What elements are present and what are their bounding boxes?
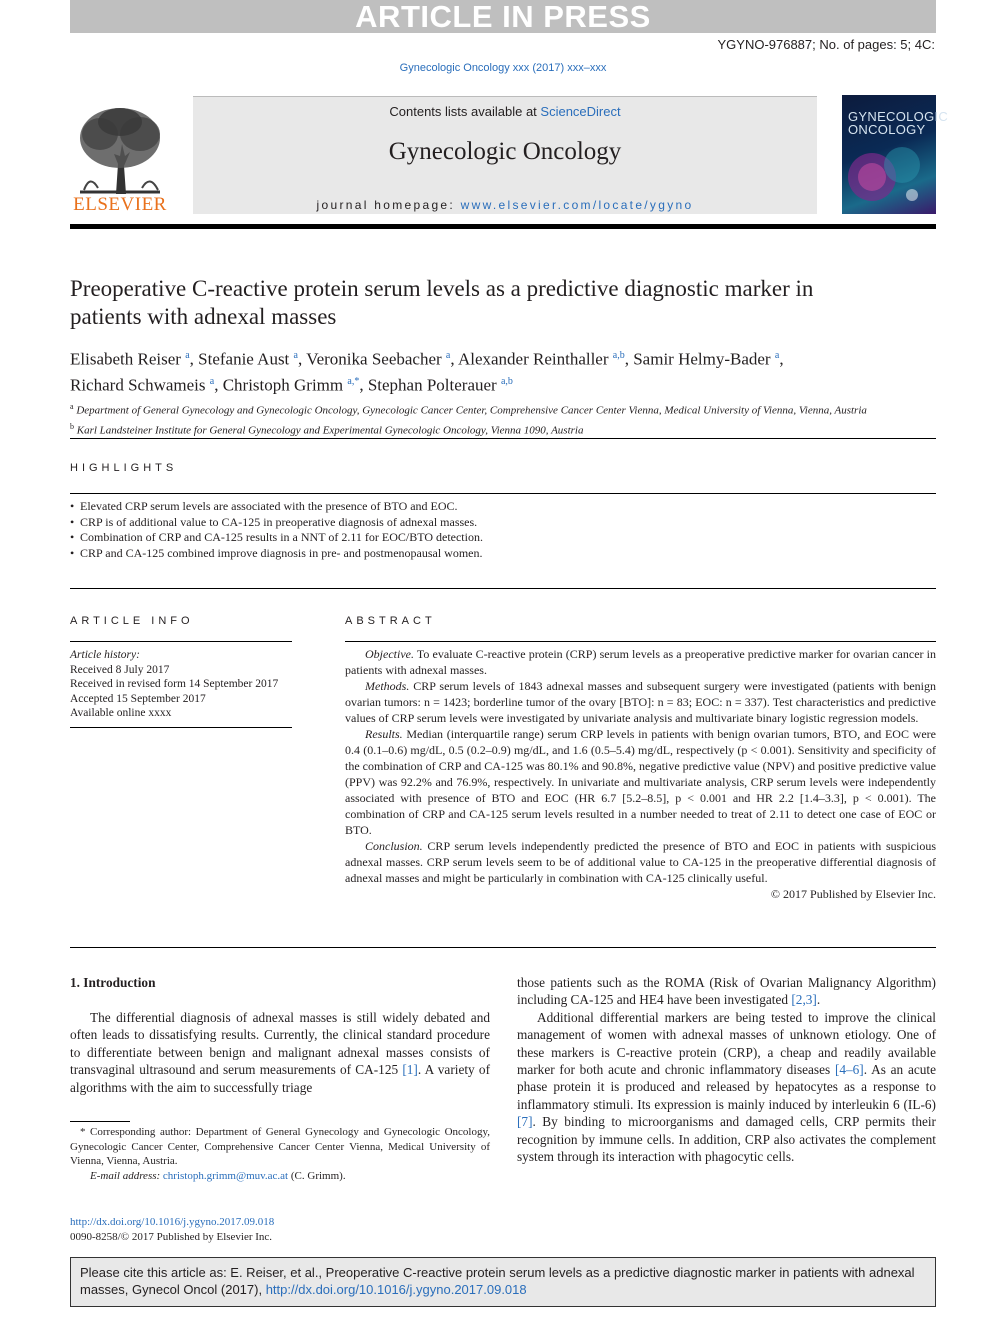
text-run: . A variety of algorithms with the aim to successfully triage xyxy=(70,1062,490,1095)
reference-link[interactable]: [4–6] xyxy=(834,1062,864,1078)
divider xyxy=(70,588,936,589)
affiliation-key: b xyxy=(70,421,74,431)
issn-line: 0090-8258/© 2017 Published by Elsevier Inc. xyxy=(70,1230,273,1243)
conclusion-text: CRP serum levels independently predicted the presence of BTO and EOC in patients with suspicious adnexal masses. CRP serum levels seem to be of additional value to CA-125 in the preoperative differential diagnosis of adnexal masses and might be particularly in combination with CA-125 clinically useful. xyxy=(345,839,936,885)
intro-paragraph-2 xyxy=(517,1009,936,1166)
author-name[interactable]: Alexander Reinthaller xyxy=(457,349,609,369)
divider xyxy=(345,641,936,642)
abstract-body xyxy=(345,646,936,902)
highlights-heading: HIGHLIGHTS xyxy=(70,462,178,474)
highlight-item: • Elevated CRP serum levels are associated with the presence of BTO and EOC. xyxy=(70,499,936,515)
affiliations xyxy=(70,399,940,438)
history-label: Article history: xyxy=(70,649,140,661)
author-affiliation-marker[interactable]: a,b xyxy=(500,375,513,387)
affiliation-line xyxy=(70,399,940,419)
online-date: Available online xxxx xyxy=(70,707,172,719)
affiliation-key: a xyxy=(70,402,74,411)
abstract-methods xyxy=(345,678,936,726)
abstract-heading: ABSTRACT xyxy=(345,615,436,627)
text-run: The differential diagnosis of adnexal masses is still widely debated and often leads to dissatisfying results. Currently, the clinical standard procedure to differentiate between benign and malignant adnexal masses consists of transvaginal ultrasound and serum measurements of CA-125 xyxy=(70,1010,490,1078)
author-list xyxy=(70,345,940,396)
author-name[interactable]: Veronika Seebacher xyxy=(306,349,442,369)
article-info-heading: ARTICLE INFO xyxy=(70,615,194,627)
email-link[interactable]: christoph.grimm@muv.ac.at xyxy=(162,1169,289,1182)
author-affiliation-marker[interactable]: a,b xyxy=(612,350,625,361)
accepted-date: Accepted 15 September 2017 xyxy=(70,692,206,705)
contents-line xyxy=(193,104,817,119)
divider xyxy=(70,438,936,439)
author-name[interactable]: Samir Helmy-Bader xyxy=(633,349,771,369)
reference-link[interactable]: [1] xyxy=(402,1062,418,1078)
journal-homepage-link[interactable]: www.elsevier.com/locate/ygyno xyxy=(460,198,694,212)
copyright: © 2017 Published by Elsevier Inc. xyxy=(770,887,936,901)
text-run: . As an acute phase protein it is produced and released by hepatocytes as a response to inflammatory stimuli. Its expression is mainly induced by interleukin 6 (IL-6) xyxy=(517,1062,936,1112)
text-run: . By binding to microorganisms and damaged cells, CRP permits their recognition by immune cells. In addition, CRP also activates the complement system through its interaction with phagocytic cells. xyxy=(517,1114,936,1165)
elsevier-wordmark[interactable]: ELSEVIER xyxy=(73,194,167,215)
text-run: . xyxy=(816,992,821,1008)
author-affiliation-marker[interactable]: a xyxy=(774,350,780,361)
homepage-prefix: journal homepage: xyxy=(316,198,461,212)
author-separator: , xyxy=(359,375,368,395)
intro-paragraph-1 xyxy=(70,1009,490,1096)
methods-text: CRP serum levels of 1843 adnexal masses and subsequent surgery were investigated (patients with benign ovarian tumors: n = 1423; borderline tumor of the ovary [BTO]: n = 83; EOC: n = 337). Test characteristics and predictive values of CRP serum levels were investigated by univariate analysis and multivariate binary logistic regression models. xyxy=(345,679,936,725)
corresponding-author-footnote xyxy=(70,1125,490,1183)
doi-block xyxy=(70,1215,470,1244)
intro-paragraph-1-cont xyxy=(517,974,936,1009)
highlights-list xyxy=(70,499,936,561)
abstract-conclusion xyxy=(345,838,936,886)
section-heading-introduction: 1. Introduction xyxy=(70,975,156,990)
sciencedirect-link[interactable]: ScienceDirect xyxy=(540,104,621,119)
author-name[interactable]: Christoph Grimm xyxy=(222,375,344,395)
objective-label: Objective. xyxy=(365,647,414,661)
results-label: Results. xyxy=(365,727,403,741)
author-separator: , xyxy=(189,349,199,369)
article-title: Preoperative C-reactive protein serum levels as a predictive diagnostic marker in patients with adnexal masses xyxy=(70,276,814,329)
highlight-item: • CRP and CA-125 combined improve diagnosis in pre- and postmenopausal women. xyxy=(70,546,936,562)
author-affiliation-marker[interactable]: a xyxy=(209,375,215,387)
divider xyxy=(70,493,936,494)
author-affiliation-marker[interactable]: a xyxy=(185,350,190,361)
results-text: Median (interquartile range) serum CRP levels in patients with benign ovarian tumors, BTO, and EOC were 0.4 (0.1–0.6) mg/dL, 0.5 (0.2–0.9) mg/dL, and 1.6 (0.5–5.4) mg/dL, respectively (p < 0.001). Sensitivity and specificity of the combination of CRP and CA-125 was 80.1% and 90.8%, negative predictive value (NPV) and positive predictive value (PPV) was 92.2% and 76.9%, respectively. In univariate and multivariate analysis, CRP serum levels were independently associated with presence of BTO and EOC (HR 6.7 [5.2–8.5], p < 0.001 and HR 2.2 [1.4–3.3], p < 0.001). The combination of CRP and CA-125 serum levels resulted in a number needed to treat of 2.11 to detect one case of EOC or BTO. xyxy=(345,727,936,837)
methods-label: Methods. xyxy=(365,679,410,693)
author-affiliation-marker[interactable]: a,* xyxy=(347,375,360,387)
citation-prefix: Please cite this article as: E. Reiser, et al., Preoperative C-reactive protein serum levels as a predictive diagnostic marker in patients with adnexal masses, Gynecol Oncol (2017), xyxy=(80,1265,915,1297)
author-separator: , xyxy=(450,349,458,369)
body-column-left xyxy=(70,1009,490,1096)
email-suffix: (C. Grimm). xyxy=(288,1169,346,1182)
highlight-item: • Combination of CRP and CA-125 results in a NNT of 2.11 for EOC/BTO detection. xyxy=(70,530,936,546)
running-head[interactable]: Gynecologic Oncology xxx (2017) xxx–xxx xyxy=(399,62,607,74)
cover-title: GYNECOLOGIC ONCOLOGY xyxy=(848,109,949,137)
author-name[interactable]: Elisabeth Reiser xyxy=(70,349,181,369)
text-run: Additional differential markers are being tested to improve the clinical management of women with adnexal masses of unknown etiology. One of these markers is C-reactive protein (CRP), a cheap and readily available marker for both acute and chronic inflammatory diseases xyxy=(517,1009,936,1078)
email-note xyxy=(70,1169,490,1184)
author-affiliation-marker[interactable]: a xyxy=(445,350,451,361)
journal-title: Gynecologic Oncology xyxy=(388,138,622,165)
corresponding-note: * Corresponding author: Department of General Gynecology and Gynecologic Oncology, Gynecologic Cancer Center, Comprehensive Cancer Center Vienna, Medical University of Vienna, Vienna, Austria. xyxy=(70,1126,490,1167)
footnote-rule xyxy=(70,1121,130,1122)
author-separator: , xyxy=(779,349,784,369)
divider xyxy=(70,947,936,948)
author-separator: , xyxy=(624,349,634,369)
reference-link[interactable]: [7] xyxy=(517,1114,533,1130)
author-affiliation-marker[interactable]: a xyxy=(293,350,298,361)
article-in-press-banner: ARTICLE IN PRESS xyxy=(70,0,936,33)
contents-prefix: Contents lists available at xyxy=(389,104,541,119)
received-date: Received 8 July 2017 xyxy=(70,663,170,676)
objective-text: To evaluate C-reactive protein (CRP) serum levels as a preoperative predictive marker for ovarian cancer in patients with adnexal masses. xyxy=(345,647,936,677)
text-run: those patients such as the ROMA (Risk of Ovarian Malignancy Algorithm) including CA-125 and HE4 have been investigated xyxy=(517,975,936,1008)
reference-link[interactable]: [2,3] xyxy=(791,992,817,1008)
author-separator: , xyxy=(298,349,307,369)
conclusion-label: Conclusion. xyxy=(365,839,423,853)
citation-text xyxy=(80,1264,926,1298)
header-rule xyxy=(70,224,936,229)
affiliation-line xyxy=(70,419,940,439)
affiliation-text: Karl Landsteiner Institute for General Gynecology and Experimental Gynecologic Oncology, Vienna 1090, Austria xyxy=(76,424,584,437)
article-info-block xyxy=(70,648,292,721)
affiliation-text: Department of General Gynecology and Gynecologic Oncology, Gynecologic Cancer Center, Comprehensive Cancer Center Vienna, Medical University of Vienna, Vienna, Austria xyxy=(76,404,867,417)
highlight-item: • CRP is of additional value to CA-125 in preoperative diagnosis of adnexal masses. xyxy=(70,515,936,531)
doi-link[interactable]: http://dx.doi.org/10.1016/j.ygyno.2017.09.018 xyxy=(70,1216,275,1228)
divider xyxy=(70,641,292,642)
divider xyxy=(70,727,292,728)
author-name[interactable]: Stephan Polterauer xyxy=(367,375,497,395)
journal-homepage-line xyxy=(193,198,817,212)
abstract-results xyxy=(345,726,936,838)
body-column-right xyxy=(517,974,936,1165)
abstract-objective xyxy=(345,646,936,678)
revised-date: Received in revised form 14 September 2017 xyxy=(70,678,279,690)
author-name[interactable]: Stefanie Aust xyxy=(198,349,290,369)
author-separator: , xyxy=(214,375,223,395)
corresponding-text: Corresponding author: Department of General Gynecology and Gynecologic Oncology, Gynecologic Cancer Center, Comprehensive Cancer Center Vienna, Medical University of Vienna, Vienna, Austria. xyxy=(70,1126,490,1167)
email-label: E-mail address: xyxy=(90,1169,161,1182)
author-name[interactable]: Richard Schwameis xyxy=(70,375,206,395)
manuscript-id: YGYNO-976887; No. of pages: 5; 4C: xyxy=(717,37,935,52)
citation-doi-link[interactable]: http://dx.doi.org/10.1016/j.ygyno.2017.09.018 xyxy=(265,1282,527,1297)
